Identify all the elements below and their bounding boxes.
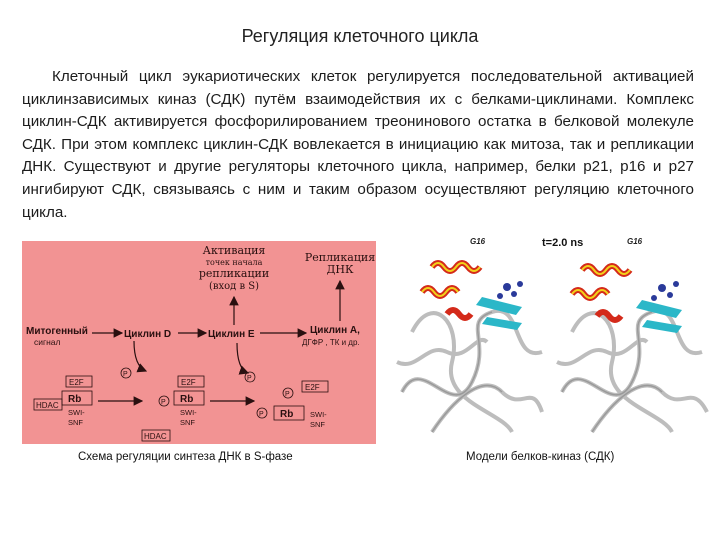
models-caption: Модели белков-киназ (СДК) bbox=[466, 451, 615, 463]
ligand-left bbox=[497, 281, 523, 299]
e2f-label-2: E2F bbox=[181, 378, 196, 387]
hdac-label-1: HDAC bbox=[36, 401, 59, 410]
helix-right bbox=[572, 266, 630, 320]
cyclin-e-label: Циклин E bbox=[208, 329, 255, 340]
protein-models-image bbox=[392, 232, 714, 442]
activation-line-2: точек начала bbox=[205, 258, 263, 267]
regulation-scheme bbox=[22, 241, 376, 444]
swi-3-line-2: SNF bbox=[310, 420, 325, 429]
helix-left bbox=[422, 263, 480, 318]
mitogenic-line-2: сигнал bbox=[34, 337, 61, 347]
strand-left bbox=[476, 297, 522, 330]
replication-line-2: ДНК bbox=[326, 263, 354, 276]
arrow-d-to-p bbox=[134, 341, 146, 371]
protein-models-svg bbox=[392, 232, 714, 442]
coil-right bbox=[557, 311, 707, 432]
mitogenic-line-1: Митогенный bbox=[26, 326, 88, 337]
swi-2-line-2: SNF bbox=[180, 418, 195, 427]
swi-1-line-2: SNF bbox=[68, 418, 83, 427]
coil-left bbox=[397, 311, 542, 432]
body-paragraph: Клеточный цикл эукариотических клеток регулируется последовательной активацией циклинзависимых киназ (СДК) путём взаимодействия их с белками-циклинами. Комплекс циклин-СДК активируется фосфорилированием треонинового остатка в белковой молекуле СДК. При этом комплекс циклин-СДК вовлекается в инициацию как митоза, так и репликации ДНК. Существуют и другие регуляторы клеточного цикла, например, белки p21, p16 и p27 ингибируют СДК, связываясь с ним и таким образом осуществляют регуляцию клеточного цикла. bbox=[22, 68, 694, 221]
swi-2-line-1: SWI- bbox=[180, 408, 197, 417]
p-label-1: P bbox=[123, 371, 128, 378]
p-label-3: P bbox=[247, 375, 252, 382]
swi-1-line-1: SWI- bbox=[68, 408, 85, 417]
cyclin-d-label: Циклин D bbox=[124, 329, 172, 340]
scheme-svg bbox=[22, 241, 376, 444]
swi-3-line-1: SWI- bbox=[310, 410, 327, 419]
rb-label-2: Rb bbox=[180, 394, 194, 405]
activation-line-1: Активация bbox=[202, 244, 266, 257]
activation-line-3: репликации bbox=[198, 267, 270, 280]
e2f-label-3: E2F bbox=[305, 383, 320, 392]
hdac-label-bottom: HDAC bbox=[144, 432, 167, 441]
cyclin-a-sub: ДГФР , ТК и др. bbox=[302, 338, 360, 347]
e2f-label-1: E2F bbox=[69, 378, 84, 387]
scheme-caption: Схема регуляции синтеза ДНК в S-фазе bbox=[78, 451, 293, 463]
p-label-5: P bbox=[285, 391, 290, 398]
activation-line-4: (вход в S) bbox=[208, 281, 260, 292]
rb-label-3: Rb bbox=[280, 409, 294, 420]
cyclin-a-label: Циклин A, bbox=[310, 325, 360, 336]
p-label-4: P bbox=[259, 411, 264, 418]
arrow-e-to-p bbox=[237, 343, 248, 373]
ligand-right bbox=[651, 281, 679, 301]
replication-line-1: Репликация bbox=[304, 251, 376, 264]
slide-title: Регуляция клеточного цикла bbox=[241, 26, 479, 46]
rb-label-1: Rb bbox=[68, 394, 82, 405]
label-g16-right: G16 bbox=[627, 237, 643, 246]
label-g16-left: G16 bbox=[470, 237, 486, 246]
label-time: t=2.0 ns bbox=[542, 237, 584, 249]
p-label-2: P bbox=[161, 399, 166, 406]
